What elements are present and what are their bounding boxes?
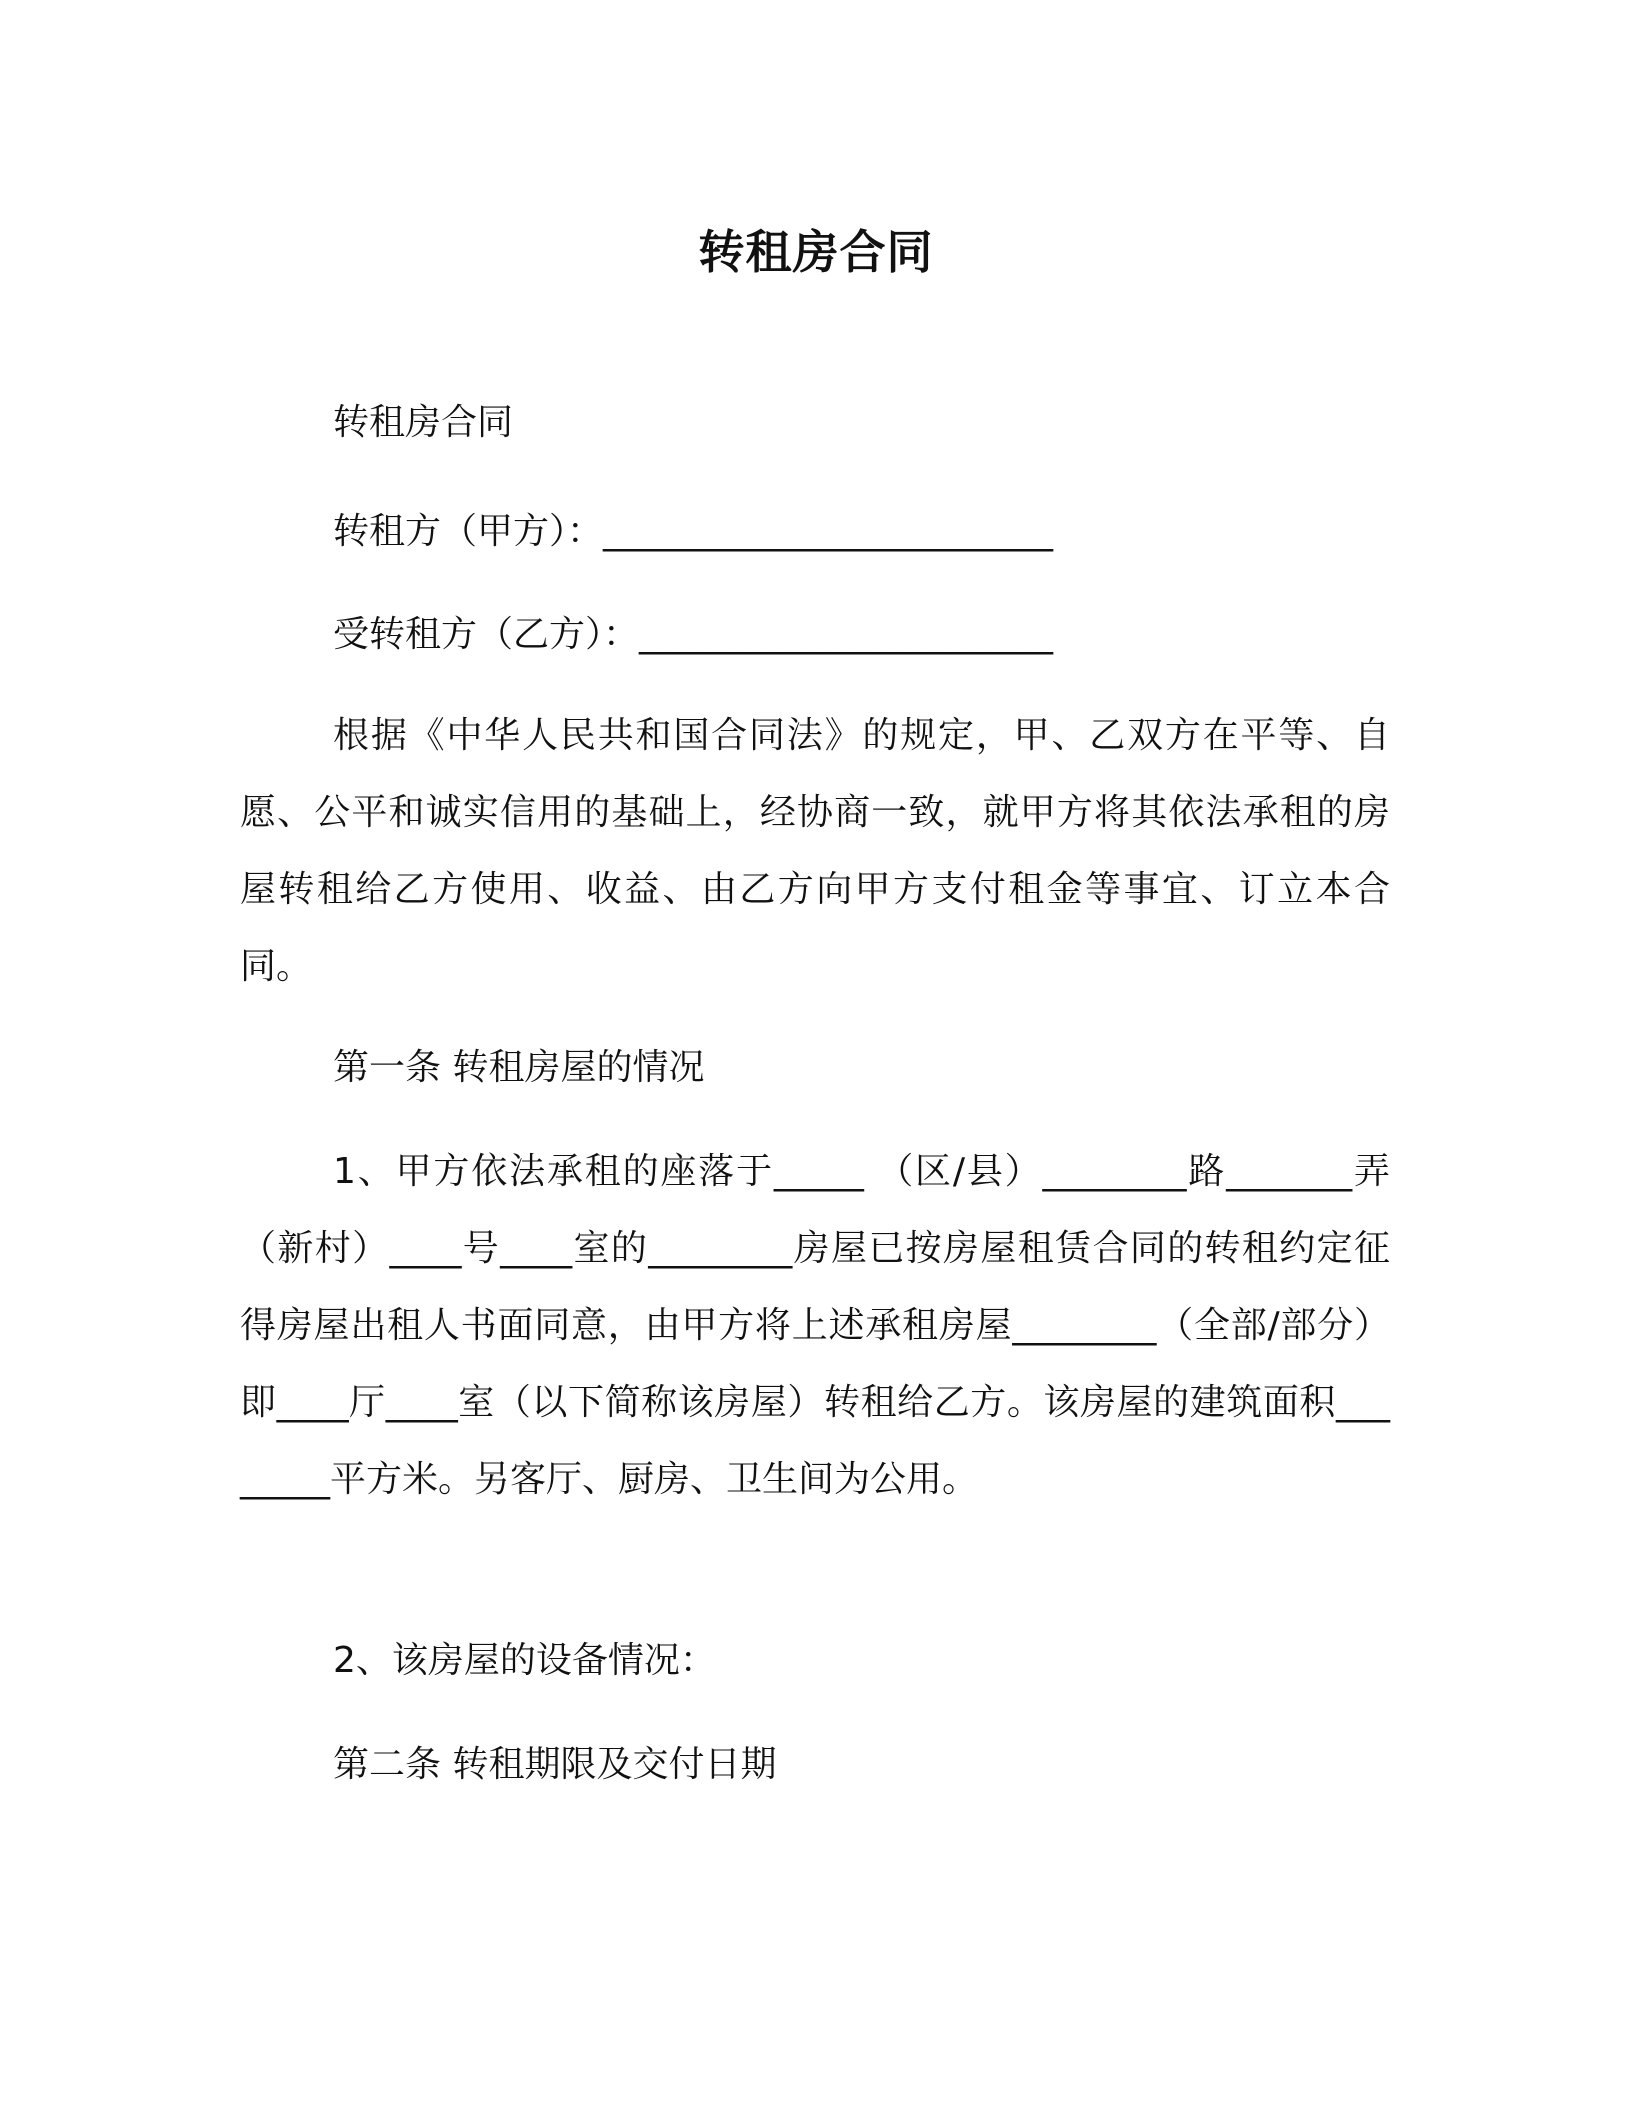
preamble-paragraph: 根据《中华人民共和国合同法》的规定，甲、乙双方在平等、自愿、公平和诚实信用的基础上，经协商一致，就甲方将其依法承租的房屋转租给乙方使用、收益、由乙方向甲方支付租金等事宜、订立本合同。 (240, 715, 1390, 987)
party-a-line: 转租方（甲方）：_________________________ (333, 511, 1054, 552)
document-title: 转租房合同 (698, 225, 934, 279)
article-1-heading: 第一条 转租房屋的情况 (333, 1047, 705, 1088)
party-b-line: 受转租方（乙方）：_______________________ (333, 614, 1054, 655)
document-subtitle: 转租房合同 (333, 402, 514, 443)
article-2-heading: 第二条 转租期限及交付日期 (333, 1744, 777, 1785)
article-1-item-1: 1、甲方依法承租的座落于_____ （区/县）________路_______弄（新村）____号____室的________房屋已按房屋租赁合同的转租约定征得房屋出租人书面同意，由甲方将上述承租房屋________（全部/部分）即____厅____室（以下简称该房屋）转租给乙方。该房屋的建筑面积________平方米。另客厅、厨房、卫生间为公用。 (240, 1151, 1390, 1500)
article-1-item-2: 2、该房屋的设备情况： (333, 1640, 716, 1681)
